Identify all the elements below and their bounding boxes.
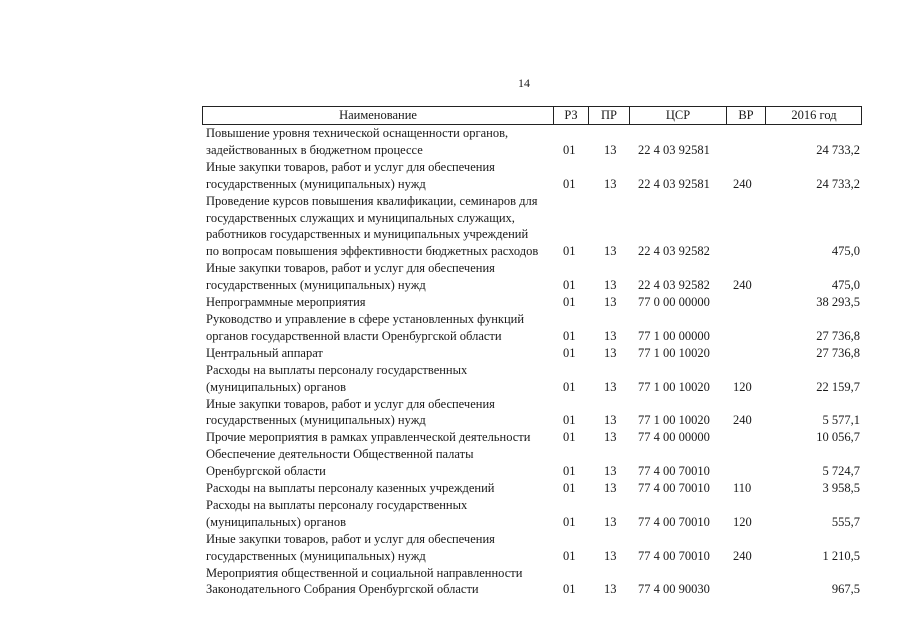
row-name	[202, 311, 554, 345]
table-row	[202, 480, 862, 497]
header-vr: ВР	[726, 107, 765, 124]
row-name-line: Законодательного Собрания Оренбургской области	[206, 582, 479, 597]
row-name	[202, 294, 554, 311]
row-pr: 13	[604, 142, 617, 157]
row-vr: 240	[733, 548, 752, 563]
table-row	[202, 260, 862, 294]
table-row	[202, 565, 862, 599]
row-sum: 475,0	[831, 278, 860, 293]
row-vr: 240	[733, 278, 752, 293]
row-pr: 13	[604, 176, 617, 191]
row-sum: 5 577,1	[822, 413, 860, 428]
row-name	[202, 362, 554, 396]
row-pr: 13	[604, 582, 617, 597]
row-sum: 475,0	[831, 244, 860, 259]
table-row	[202, 531, 862, 565]
row-sum: 22 159,7	[816, 379, 860, 394]
table-row	[202, 159, 862, 193]
row-name-line: государственных (муниципальных) нужд	[206, 413, 426, 428]
row-pr: 13	[604, 413, 617, 428]
row-name-line: задействованных в бюджетном процессе	[206, 142, 423, 157]
row-pr: 13	[604, 548, 617, 563]
row-sum: 1 210,5	[822, 548, 860, 563]
row-name-line: Расходы на выплаты персоналу государственных	[206, 362, 468, 377]
row-name-line: Расходы на выплаты персоналу казенных учреждений	[206, 481, 495, 496]
table-row	[202, 345, 862, 362]
row-sum: 10 056,7	[816, 430, 860, 445]
row-vr: 110	[733, 481, 752, 496]
header-csr: ЦСР	[629, 107, 726, 124]
row-name-line: Иные закупки товаров, работ и услуг для обеспечения	[206, 159, 495, 174]
row-csr: 22 4 03 92582	[638, 278, 710, 293]
row-name-line: Руководство и управление в сфере установленных функций	[206, 311, 525, 326]
row-name-line: Обеспечение деятельности Общественной палаты	[206, 447, 474, 462]
row-vr: 240	[733, 413, 752, 428]
header-rz: РЗ	[553, 107, 588, 124]
row-sum: 27 736,8	[816, 345, 860, 360]
header-year: 2016 год	[765, 107, 862, 124]
row-sum: 967,5	[831, 582, 860, 597]
row-sum: 24 733,2	[816, 176, 860, 191]
row-name-line: государственных служащих и муниципальных служащих,	[206, 210, 515, 225]
row-csr: 77 4 00 70010	[638, 548, 710, 563]
row-csr: 77 1 00 10020	[638, 379, 710, 394]
row-name	[202, 429, 554, 446]
row-name-line: Иные закупки товаров, работ и услуг для обеспечения	[206, 261, 495, 276]
row-sum: 24 733,2	[816, 142, 860, 157]
row-pr: 13	[604, 430, 617, 445]
row-name	[202, 480, 554, 497]
table-header	[202, 106, 862, 125]
row-vr: 120	[733, 379, 752, 394]
table-row	[202, 396, 862, 430]
table-row	[202, 362, 862, 396]
row-name-line: Оренбургской области	[206, 464, 326, 479]
row-name-line: Непрограммные мероприятия	[206, 295, 366, 310]
row-pr: 13	[604, 464, 617, 479]
table-row	[202, 446, 862, 480]
row-vr: 240	[733, 176, 752, 191]
table-row	[202, 429, 862, 446]
row-rz: 01	[563, 464, 576, 479]
row-csr: 77 4 00 70010	[638, 481, 710, 496]
row-name	[202, 260, 554, 294]
row-pr: 13	[604, 278, 617, 293]
row-pr: 13	[604, 481, 617, 496]
row-name-line: работников государственных и муниципальных учреждений	[206, 227, 529, 242]
row-rz: 01	[563, 413, 576, 428]
row-csr: 77 0 00 00000	[638, 295, 710, 310]
row-name	[202, 193, 554, 261]
row-rz: 01	[563, 430, 576, 445]
row-name-line: (муниципальных) органов	[206, 379, 347, 394]
row-rz: 01	[563, 345, 576, 360]
row-csr: 77 4 00 70010	[638, 464, 710, 479]
header-name: Наименование	[339, 108, 417, 122]
row-sum: 3 958,5	[822, 481, 860, 496]
row-name	[202, 396, 554, 430]
row-csr: 22 4 03 92581	[638, 176, 710, 191]
row-csr: 77 1 00 10020	[638, 345, 710, 360]
row-name	[202, 159, 554, 193]
row-name-line: органов государственной власти Оренбургской области	[206, 328, 502, 343]
row-rz: 01	[563, 328, 576, 343]
row-vr: 120	[733, 514, 752, 529]
row-csr: 77 1 00 10020	[638, 413, 710, 428]
row-pr: 13	[604, 244, 617, 259]
row-name	[202, 446, 554, 480]
row-name-line: государственных (муниципальных) нужд	[206, 548, 426, 563]
row-sum: 5 724,7	[822, 464, 860, 479]
row-csr: 77 4 00 70010	[638, 514, 710, 529]
row-name-line: Проведение курсов повышения квалификации, семинаров для	[206, 193, 538, 208]
row-name-line: по вопросам повышения эффективности бюджетных расходов	[206, 244, 539, 259]
table-row	[202, 497, 862, 531]
row-name	[202, 565, 554, 599]
row-sum: 555,7	[831, 514, 860, 529]
table-row	[202, 294, 862, 311]
table-row	[202, 311, 862, 345]
row-csr: 77 1 00 00000	[638, 328, 710, 343]
row-csr: 77 4 00 00000	[638, 430, 710, 445]
row-name-line: государственных (муниципальных) нужд	[206, 278, 426, 293]
budget-table	[202, 106, 862, 598]
row-pr: 13	[604, 345, 617, 360]
row-csr: 22 4 03 92582	[638, 244, 710, 259]
row-name	[202, 497, 554, 531]
row-rz: 01	[563, 379, 576, 394]
row-name-line: (муниципальных) органов	[206, 514, 347, 529]
row-rz: 01	[563, 481, 576, 496]
row-pr: 13	[604, 514, 617, 529]
row-sum: 38 293,5	[816, 295, 860, 310]
row-pr: 13	[604, 328, 617, 343]
row-pr: 13	[604, 379, 617, 394]
row-csr: 77 4 00 90030	[638, 582, 710, 597]
table-row	[202, 125, 862, 159]
row-name	[202, 345, 554, 362]
row-name-line: Прочие мероприятия в рамках управленческой деятельности	[206, 430, 531, 445]
row-rz: 01	[563, 514, 576, 529]
page-number: 14	[518, 76, 530, 90]
row-name-line: Центральный аппарат	[206, 345, 323, 360]
row-rz: 01	[563, 295, 576, 310]
row-name-line: Иные закупки товаров, работ и услуг для обеспечения	[206, 531, 495, 546]
row-rz: 01	[563, 244, 576, 259]
row-rz: 01	[563, 176, 576, 191]
row-rz: 01	[563, 142, 576, 157]
row-name-line: Иные закупки товаров, работ и услуг для обеспечения	[206, 396, 495, 411]
table-body	[202, 125, 862, 598]
row-name-line: государственных (муниципальных) нужд	[206, 176, 426, 191]
row-rz: 01	[563, 582, 576, 597]
row-csr: 22 4 03 92581	[638, 142, 710, 157]
row-rz: 01	[563, 548, 576, 563]
table-row	[202, 193, 862, 261]
row-name	[202, 125, 554, 159]
row-rz: 01	[563, 278, 576, 293]
row-pr: 13	[604, 295, 617, 310]
row-name-line: Повышение уровня технической оснащенности органов,	[206, 126, 509, 140]
row-name-line: Расходы на выплаты персоналу государственных	[206, 497, 468, 512]
row-name	[202, 531, 554, 565]
row-name-line: Мероприятия общественной и социальной направленности	[206, 565, 523, 580]
header-pr: ПР	[588, 107, 629, 124]
row-sum: 27 736,8	[816, 328, 860, 343]
